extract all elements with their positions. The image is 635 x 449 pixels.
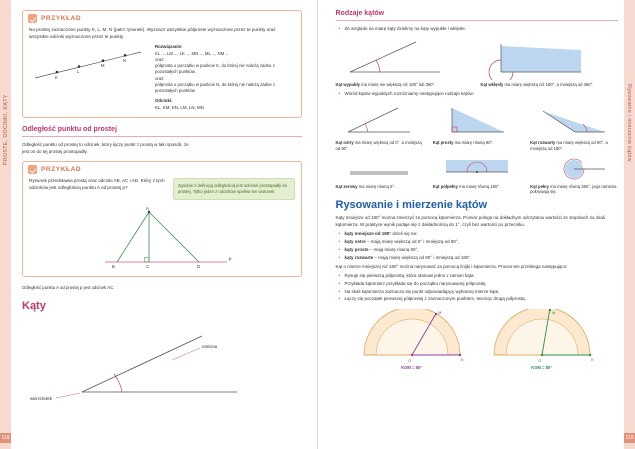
example-2-title: PRZYKŁAD bbox=[41, 166, 82, 174]
right-column bbox=[336, 10, 618, 370]
angle-parts-figure bbox=[22, 326, 272, 406]
solution-line-1: oraz: bbox=[155, 56, 165, 62]
example-1-task: Na prostej zaznaczono punkty K, L, M, N (patrz rysunek). Wyznacz wszystkie półproste wyznaczone przez te punkty oraz wszystkie odcinki wyznaczone przez te punkty. bbox=[29, 27, 276, 39]
list-item: • kąty ostre – mają miarę większą od 0° i mniejszą od 90°, bbox=[345, 239, 618, 246]
section-angles-title: Kąty bbox=[22, 300, 46, 313]
svg-text:O: O bbox=[407, 358, 411, 364]
right-angle-caption bbox=[433, 140, 520, 146]
bullet-list-1 bbox=[345, 26, 618, 33]
label-wierzcholek: wierzchołek bbox=[30, 396, 52, 402]
example-2-task: Rysunek przedstawia prostą oraz odcinki AB, AC i AD. Który z tych odcinków jest odległością punktu A od prostej p? bbox=[29, 178, 165, 191]
list-item: • Przykłada kątomierz przykłada się do początku narysowanej półprostej. bbox=[345, 281, 618, 288]
obtuse-angle-name: Kąt rozwarty bbox=[530, 140, 556, 146]
right-angle-name: Kąt prosty bbox=[432, 140, 454, 146]
example-2-figure-wrap bbox=[29, 204, 295, 270]
list-item: • kąty proste – mają miarę równą 90°, bbox=[345, 247, 618, 254]
section-distance-title: Odległość punktu od prostej bbox=[22, 125, 117, 133]
example-2-header bbox=[23, 162, 301, 175]
concave-angle-figure bbox=[481, 36, 601, 80]
right-page-number: 119 bbox=[625, 435, 634, 441]
concave-angle-desc: ma miarę większą niż 180°, a mniejszą od 360°. bbox=[503, 81, 594, 87]
full-angle-caption bbox=[530, 184, 617, 195]
right-side-tab bbox=[624, 0, 635, 449]
full-angle-name: Kąt pełny bbox=[530, 183, 549, 189]
angle-type-list bbox=[345, 231, 618, 261]
zero-angle-caption bbox=[336, 184, 423, 190]
section-drawing-title: Rysowanie i mierzenie kątów bbox=[335, 198, 488, 211]
solution-line-2: półprosta o początku w punkcie K, do której nie należą żadne z pozostałych punktów, bbox=[155, 63, 275, 75]
straight-angle-name: Kąt półpełny bbox=[432, 183, 458, 189]
angle-kinds-row-1 bbox=[336, 102, 618, 151]
straight-angle-caption bbox=[433, 184, 520, 190]
protractor-figure-80 bbox=[482, 309, 602, 365]
example-1-figure-wrap bbox=[29, 44, 149, 111]
protractor-cell-1 bbox=[352, 309, 472, 370]
svg-text:K: K bbox=[460, 357, 464, 363]
acute-angle-figure bbox=[340, 102, 418, 138]
obtuse-angle-figure bbox=[535, 102, 613, 138]
acute-angle-caption bbox=[336, 140, 423, 151]
steps-list bbox=[345, 273, 618, 303]
svg-text:M: M bbox=[101, 63, 105, 69]
solution-line-0: KL→, LM→, LK→, MN→, ML→, NM→ bbox=[155, 50, 229, 56]
right-angle-desc: ma miarę równą 90°. bbox=[453, 140, 494, 146]
divider bbox=[336, 20, 618, 21]
svg-text:M: M bbox=[551, 310, 555, 316]
protractor-caption-1: KOM = 60° bbox=[401, 365, 422, 371]
svg-text:K: K bbox=[55, 75, 58, 81]
example-2-conclusion: Odległość punktu A od prostej p jest odcinek AC. bbox=[22, 285, 115, 291]
drawing-paragraph-1: Kąty mniejsze od 180° można zmierzyć za pomocą kątomierza. Pomiar polega na dokładnym odczytaniu wartości ze stopniach na skali kątomierza. W praktyce wynik podaje się z dokładnością do 1°, czyli bez wartości po przecinku. bbox=[335, 214, 605, 227]
angle-figure-wrap bbox=[22, 326, 302, 406]
left-page-number: 118 bbox=[1, 435, 10, 441]
section-distance-text: Odległość punktu od prostej to odcinek, który łączy punkt z prostą w taki sposób, że jest on do tej prostej prostopadły. bbox=[22, 141, 189, 154]
point-line-distance-figure bbox=[87, 204, 237, 270]
svg-text:A: A bbox=[146, 206, 149, 212]
bullet-list-2 bbox=[345, 91, 618, 98]
obtuse-angle-cell bbox=[530, 102, 617, 151]
label-ramiona: ramiona bbox=[202, 344, 218, 350]
example-1-title: PRZYKŁAD bbox=[41, 15, 82, 22]
line-points-figure bbox=[29, 44, 149, 86]
convex-angle-cell bbox=[336, 36, 473, 88]
right-angle-cell bbox=[433, 102, 520, 151]
protractor-caption-2: KOM = 80° bbox=[531, 365, 552, 371]
svg-text:p: p bbox=[229, 256, 232, 262]
answer-label: Odcinki: bbox=[155, 98, 173, 104]
bullet-item: • Wśród kątów wypukłych rozróżniamy następujące rodzaje kątów: bbox=[345, 91, 618, 98]
convex-angle-name: Kąt wypukły bbox=[335, 81, 360, 87]
convex-angle-caption bbox=[336, 82, 473, 88]
acute-angle-desc: ma miarę większą od 0°, a mniejszą od 90°. bbox=[335, 140, 422, 151]
concave-angle-cell bbox=[481, 36, 618, 88]
pencil-icon bbox=[28, 14, 37, 23]
svg-text:B: B bbox=[112, 264, 115, 270]
list-item: • kąty rozwarte – mają miarę większą od 90° i mniejszą od 180°. bbox=[345, 255, 618, 262]
section-kinds-title: Rodzaje kątów bbox=[335, 10, 385, 17]
answer-value: KL, KM, KN, LM, LN, MN bbox=[155, 104, 204, 110]
svg-text:O: O bbox=[537, 358, 541, 364]
acute-angle-name: Kąt ostry bbox=[335, 140, 354, 146]
svg-text:D: D bbox=[197, 264, 201, 270]
example-2-hint: Zgodnie z definicją odległością jest odcinek prostopadły do prostej. Tylko jeden z odcinków spełnia ten warunek. bbox=[173, 178, 295, 200]
convex-angle-figure bbox=[336, 36, 456, 80]
svg-text:N: N bbox=[123, 58, 127, 64]
list-item: • Na skali kątomierza zaznacza się punkt odpowiadający wybranej mierze kąta. bbox=[345, 289, 618, 296]
svg-text:C: C bbox=[146, 264, 150, 270]
right-page bbox=[318, 0, 635, 449]
protractor-figures bbox=[336, 309, 618, 370]
drawing-paragraph-2: Kąt o mierze mniejszej niż 180° można narysować za pomocą linijki i kątomierza. Proces ten przebiega następująco: bbox=[335, 264, 568, 270]
obtuse-angle-caption bbox=[530, 140, 617, 151]
straight-angle-figure bbox=[438, 156, 516, 182]
full-angle-desc: ma miarę równą 360°, jego ramiona pokrywają się. bbox=[530, 183, 617, 195]
straight-angle-cell bbox=[433, 156, 520, 195]
example-box-1 bbox=[22, 10, 302, 118]
list-item: • Rysuje się pierwszą półprostą, która stanowi jedno z ramion kąta. bbox=[345, 273, 618, 280]
example-box-2 bbox=[22, 161, 302, 277]
convex-concave-figures bbox=[336, 36, 618, 88]
pencil-icon bbox=[28, 165, 37, 174]
example-1-solution bbox=[155, 44, 295, 111]
solution-line-4: półprosta o początku w punkcie N, do której nie należą żadne z pozostałych punktów. bbox=[155, 81, 276, 93]
example-2-body bbox=[23, 175, 301, 276]
example-1-header bbox=[23, 11, 301, 24]
left-side-tab bbox=[0, 0, 11, 449]
right-side-label: Rysowanie i mierzenie kątów bbox=[626, 84, 632, 162]
zero-angle-name: Kąt zerowy bbox=[335, 183, 358, 189]
solution-line-3: oraz: bbox=[155, 75, 165, 81]
solution-label: Rozwiązanie: bbox=[155, 44, 183, 50]
zero-angle-desc: ma miarę równą 0°. bbox=[357, 183, 396, 189]
zero-angle-cell bbox=[336, 156, 423, 195]
left-side-label: PROSTE, ODCINKI, KĄTY bbox=[3, 94, 9, 165]
concave-angle-caption bbox=[481, 82, 618, 88]
divider bbox=[22, 136, 302, 137]
bullet-item: • Ze względu na miarę kąty dzielimy na kąty wypukłe i wklęsłe. bbox=[345, 26, 618, 33]
protractor-figure-60 bbox=[352, 309, 472, 365]
full-angle-figure bbox=[535, 156, 613, 182]
zero-angle-figure bbox=[340, 156, 418, 182]
convex-angle-desc: ma miarę nie większą niż 180° lub 360°. bbox=[359, 81, 436, 87]
svg-text:M: M bbox=[437, 310, 441, 316]
angle-kinds-row-2 bbox=[336, 156, 618, 195]
protractor-cell-2 bbox=[482, 309, 602, 370]
acute-angle-cell bbox=[336, 102, 423, 151]
svg-text:K: K bbox=[590, 357, 594, 363]
list-item: • kąty mniejsze od 180° dzieli się na: bbox=[345, 231, 618, 238]
example-1-body bbox=[23, 24, 301, 117]
list-item: • Łączy się początek pierwszej półprostej z zaznaczonym punktem, tworząc drugą półprostą. bbox=[345, 296, 618, 303]
svg-text:L: L bbox=[77, 69, 80, 75]
straight-angle-desc: ma miarę równą 180°. bbox=[457, 183, 501, 189]
concave-angle-name: Kąt wklęsły bbox=[480, 81, 504, 87]
right-angle-figure bbox=[438, 102, 516, 138]
obtuse-angle-desc: ma miarę większą od 90°, a mniejszą od 180°. bbox=[530, 140, 608, 151]
full-angle-cell bbox=[530, 156, 617, 195]
left-column bbox=[22, 10, 302, 406]
